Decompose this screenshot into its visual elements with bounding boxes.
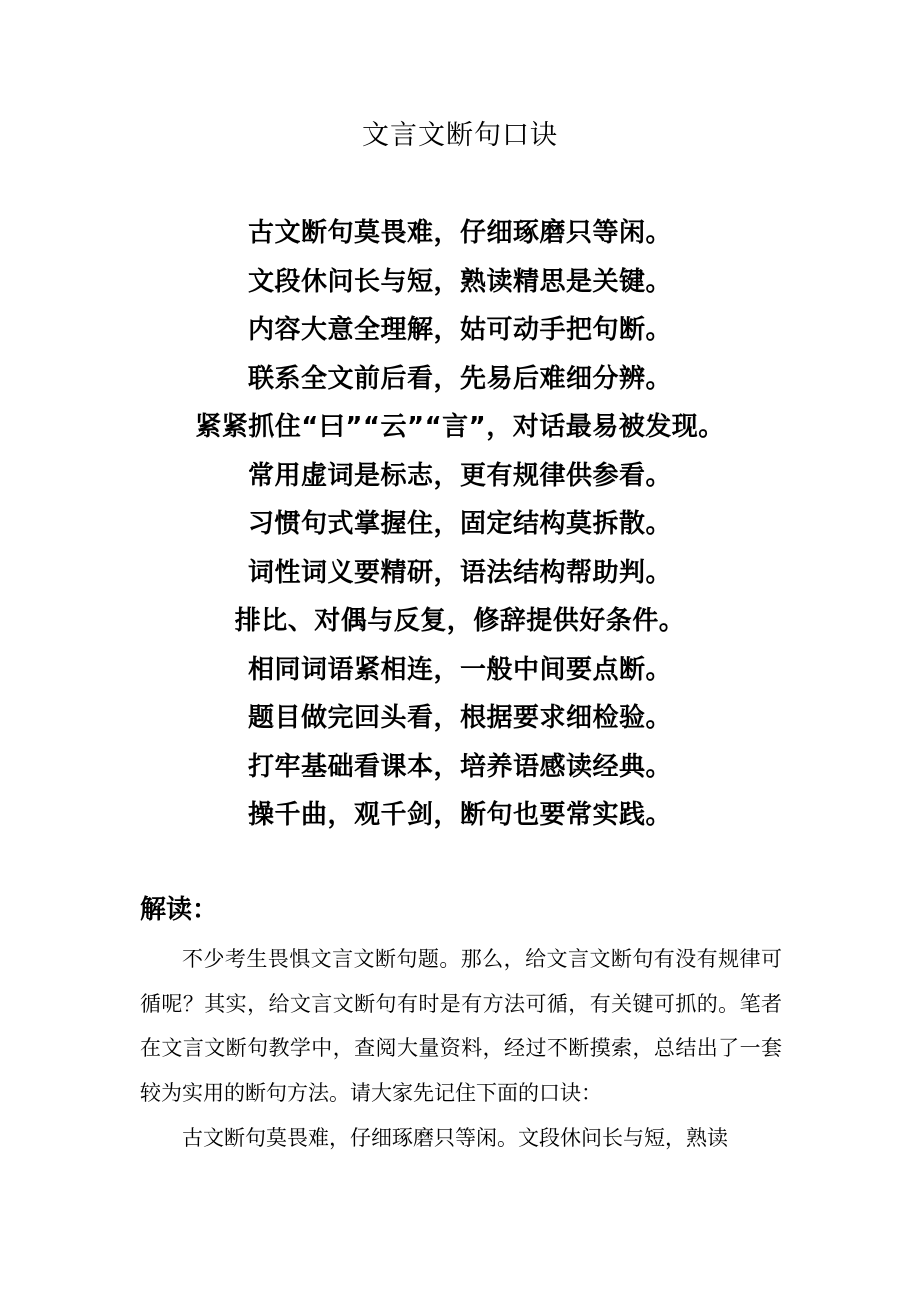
commentary-body: [140, 937, 782, 1161]
verse-line: 习惯句式掌握住，固定结构莫拆散。: [247, 509, 672, 539]
verse-line: 联系全文前后看，先易后难细分辨。: [247, 363, 672, 394]
verse-line: 题目做完回头看，根据要求细检验。: [247, 703, 672, 733]
commentary-heading: 解读：: [140, 895, 219, 925]
verse-line: 紧紧抓住“曰”“云”“言”，对话最易被发现。: [195, 412, 725, 442]
verse-line: 词性词义要精研，语法结构帮助判。: [247, 557, 672, 588]
verse-line: 古文断句莫畏难，仔细琢磨只等闲。: [247, 218, 672, 248]
verse-line: 相同词语紧相连，一般中间要点断。: [247, 654, 672, 685]
verse-line: 文段休问长与短，熟读精思是关键。: [247, 266, 672, 297]
verse-list: [0, 213, 920, 844]
verse-line: 排比、对偶与反复，修辞提供好条件。: [234, 606, 686, 636]
commentary-paragraph: 古文断句莫畏难，仔细琢磨只等闲。文段休问长与短，熟读: [182, 1125, 728, 1150]
verse-line: 操千曲，观千剑，断句也要常实践。: [247, 800, 672, 830]
verse-line: 常用虚词是标志，更有规律供参看。: [247, 460, 672, 491]
verse-line: 打牢基础看课本，培养语感读经典。: [247, 751, 672, 782]
document-title: 文言文断句口诀: [362, 120, 558, 151]
verse-line: 内容大意全理解，姑可动手把句断。: [247, 315, 672, 345]
commentary-paragraph: 不少考生畏惧文言文断句题。那么，给文言文断句有没有规律可循呢？其实，给文言文断句有时是有方法可循，有关键可抓的。笔者在文言文断句教学中，查阅大量资料，经过不断摸索，总结出了一套较为实用的断句方法。请大家先记住下面的口诀：: [140, 947, 782, 1106]
